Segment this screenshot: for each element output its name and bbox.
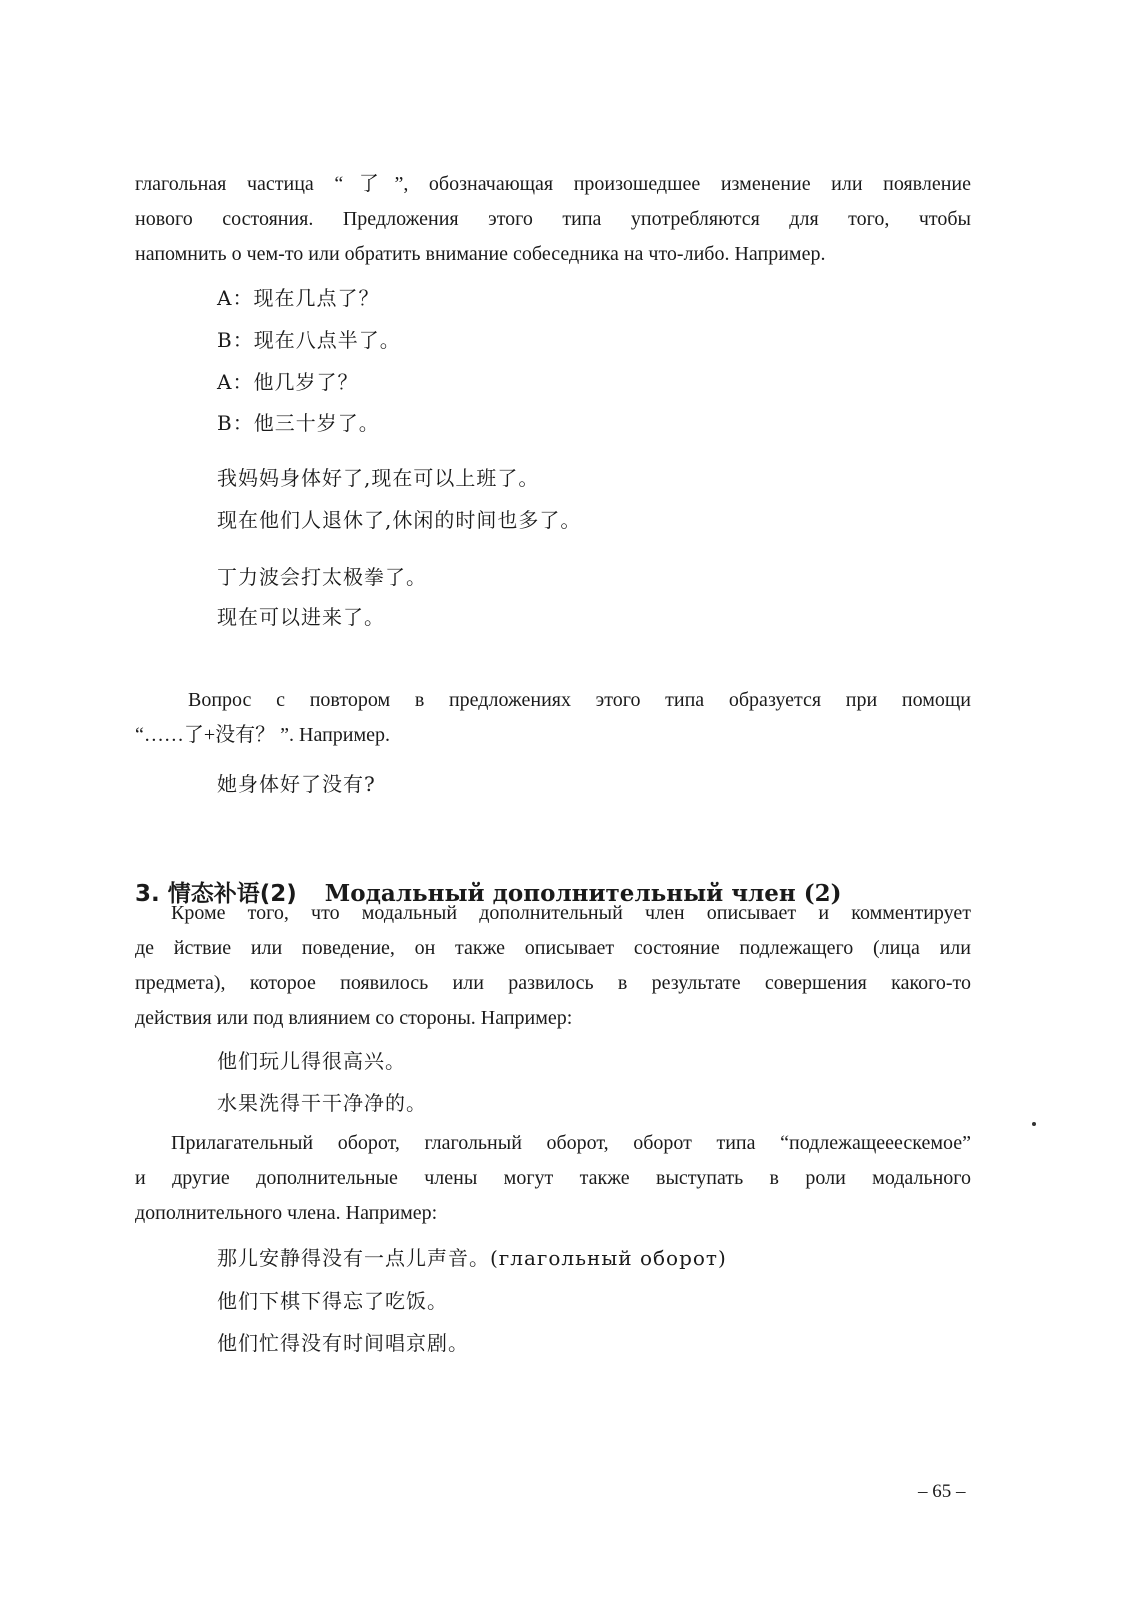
page-number: – 65 – [918,1481,966,1502]
paragraph-modal-complement [135,896,971,1036]
text-line: действия или под влиянием со стороны. Например: [135,1007,573,1029]
text-line: дополнительного члена. Например: [135,1202,438,1224]
example-sentence: 现在他们人退休了,休闲的时间也多了。 [217,508,582,532]
paragraph-question-form [135,683,971,753]
text-line: Кроме того, что модальный дополнительный член описывает и комментирует [171,902,971,924]
text-line: Вопрос с повтором в предложениях этого типа образуется при помощи [188,689,971,711]
text-line: де йствие или поведение, он также описывает состояние подлежащего (лица или [135,937,971,959]
example-sentence: 水果洗得干干净净的。 [217,1091,427,1115]
example-sentence: 她身体好了没有? [217,772,376,796]
text-line: “……了+没有？ ”. Например. [135,724,391,746]
example-sentence: A：他几岁了？ [217,370,359,394]
text-line: Прилагательный оборот, глагольный оборот, оборот типа “подлежащееескемое” [171,1132,971,1154]
example-sentence: B：他三十岁了。 [217,411,380,435]
example-sentence: A：现在几点了？ [217,286,380,310]
example-sentence: 现在可以进来了。 [217,605,385,629]
paragraph-particle-le [135,167,971,272]
example-sentence: 他们玩儿得很高兴。 [217,1049,406,1073]
section-heading-ru: Модальный дополнительный член (2) [324,880,842,907]
scan-speck [1032,1122,1036,1126]
example-sentence: 他们忙得没有时间唱京剧。 [217,1331,469,1355]
text-line: нового состояния. Предложения этого типа употребляются для того, чтобы [135,208,971,230]
example-sentence: 丁力波会打太极拳了。 [217,565,427,589]
text-line: напомнить о чем-то или обратить внимание собеседника на что-либо. Например. [135,243,826,265]
section-heading-cn: 3. 情态补语(2) [135,881,297,907]
text-line: и другие дополнительные члены могут также выступать в роли модального [135,1167,971,1189]
example-sentence: 他们下棋下得忘了吃饭。 [217,1289,448,1313]
paragraph-complement-types [135,1126,971,1231]
example-sentence: 那儿安静得没有一点儿声音。(глагольный оборот) [217,1246,727,1270]
example-sentence: B：现在八点半了。 [217,328,401,352]
text-line: глагольная частица “了”, обозначающая произошедшее изменение или появление [135,173,971,195]
text-line: предмета), которое появилось или развилось в результате совершения какого-то [135,972,971,994]
example-sentence: 我妈妈身体好了,现在可以上班了。 [217,466,540,490]
